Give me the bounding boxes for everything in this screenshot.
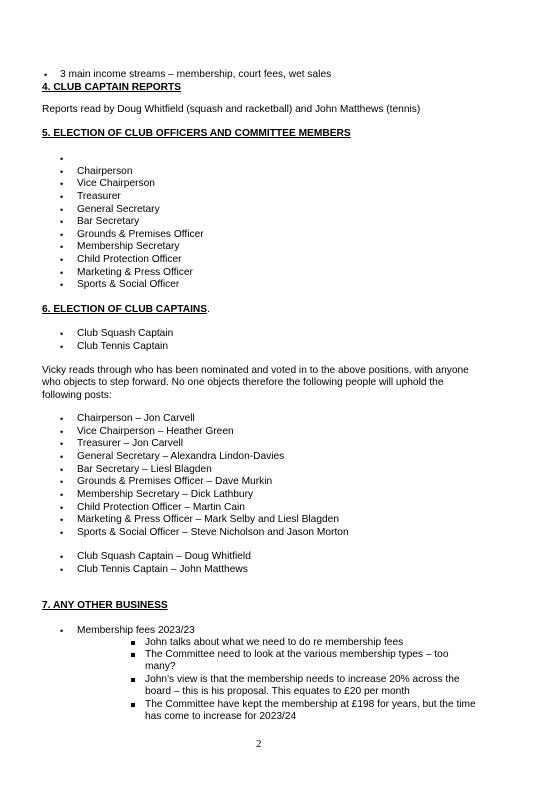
list-item: Club Squash Captain <box>77 328 174 339</box>
list-item: Vice Chairperson – Heather Green <box>77 426 234 437</box>
list-item: Grounds & Premises Officer – Dave Murkin <box>77 476 273 487</box>
sub-list-item-cont: board – this is his proposal. This equates to £20 per month <box>145 686 410 697</box>
list-item: Club Squash Captain – Doug Whitfield <box>77 551 251 562</box>
square-bullet-icon <box>131 703 135 707</box>
bullet: • <box>60 427 64 437</box>
paragraph: Reports read by Doug Whitfield (squash and racketball) and John Matthews (tennis) <box>42 104 421 115</box>
sub-list-item: John talks about what we need to do re membership fees <box>145 637 404 648</box>
bullet: • <box>60 626 64 636</box>
bullet: • <box>60 515 64 525</box>
bullet: • <box>60 439 64 449</box>
bullet: • <box>60 528 64 538</box>
list-item: Marketing & Press Officer <box>77 267 193 278</box>
sub-list-item: The Committee have kept the membership at £198 for years, but the time <box>145 699 476 710</box>
list-item: Child Protection Officer – Martin Cain <box>77 502 245 513</box>
list-item: Bar Secretary – Liesl Blagden <box>77 464 212 475</box>
bullet: • <box>60 342 64 352</box>
bullet: • <box>60 230 64 240</box>
square-bullet-icon <box>131 653 135 657</box>
bullet: • <box>60 503 64 513</box>
bullet: • <box>60 414 64 424</box>
page-number: 2 <box>256 738 262 750</box>
list-item: Treasurer – Jon Carvell <box>77 438 184 449</box>
square-bullet-icon <box>131 678 135 682</box>
heading-trail: . <box>207 304 210 315</box>
sub-list-item-cont: many? <box>145 661 176 672</box>
sub-list-item: John's view is that the membership needs to increase 20% across the <box>145 674 460 685</box>
bullet: • <box>60 565 64 575</box>
bullet: • <box>60 268 64 278</box>
list-item: Grounds & Premises Officer <box>77 229 204 240</box>
list-item: Membership Secretary – Dick Lathbury <box>77 489 254 500</box>
bullet: • <box>60 329 64 339</box>
bullet: • <box>60 552 64 562</box>
list-item: Child Protection Officer <box>77 254 182 265</box>
bullet: • <box>60 217 64 227</box>
list-item: Club Tennis Captain – John Matthews <box>77 564 248 575</box>
section-heading-row <box>42 304 210 317</box>
list-item: Membership Secretary <box>77 241 180 252</box>
bullet: • <box>44 70 48 80</box>
bullet: • <box>60 205 64 215</box>
bullet: • <box>60 154 64 164</box>
bullet: • <box>60 192 64 202</box>
list-item: Treasurer <box>77 191 121 202</box>
square-bullet-icon <box>131 641 135 645</box>
list-item: General Secretary – Alexandra Lindon-Davies <box>77 451 285 462</box>
list-item: General Secretary <box>77 204 160 215</box>
list-item: Sports & Social Officer <box>77 279 180 290</box>
paragraph-line: following posts: <box>42 390 112 401</box>
list-item: Bar Secretary <box>77 216 140 227</box>
bullet: • <box>60 242 64 252</box>
sub-list-item-cont: has come to increase for 2023/24 <box>145 711 297 722</box>
bullet: • <box>60 465 64 475</box>
section-heading: 5. ELECTION OF CLUB OFFICERS AND COMMITTEE MEMBERS <box>42 128 351 139</box>
bullet: • <box>60 477 64 487</box>
list-item: Marketing & Press Officer – Mark Selby and Liesl Blagden <box>77 514 339 525</box>
section-heading: 7. ANY OTHER BUSINESS <box>42 600 168 611</box>
sub-list-item: The Committee need to look at the various membership types – too <box>145 649 449 660</box>
list-item: Sports & Social Officer – Steve Nicholson and Jason Morton <box>77 527 349 538</box>
bullet: • <box>60 490 64 500</box>
list-item: Vice Chairperson <box>77 178 155 189</box>
bullet: • <box>60 452 64 462</box>
bullet: • <box>60 255 64 265</box>
section-heading: 4. CLUB CAPTAIN REPORTS <box>42 82 182 93</box>
list-item: Chairperson – Jon Carvell <box>77 413 195 424</box>
bullet: • <box>60 179 64 189</box>
paragraph-line: Vicky reads through who has been nominated and voted in to the above positions, with anyone <box>42 365 469 376</box>
list-item: Club Tennis Captain <box>77 341 168 352</box>
list-item: Membership fees 2023/23 <box>77 625 195 636</box>
section-heading: 6. ELECTION OF CLUB CAPTAINS <box>42 304 208 315</box>
list-item: 3 main income streams – membership, court fees, wet sales <box>60 69 332 80</box>
bullet: • <box>60 280 64 290</box>
bullet: • <box>60 167 64 177</box>
list-item: Chairperson <box>77 166 133 177</box>
paragraph-line: who objects to step forward. No one objects therefore the following people will uphold the <box>42 377 444 388</box>
